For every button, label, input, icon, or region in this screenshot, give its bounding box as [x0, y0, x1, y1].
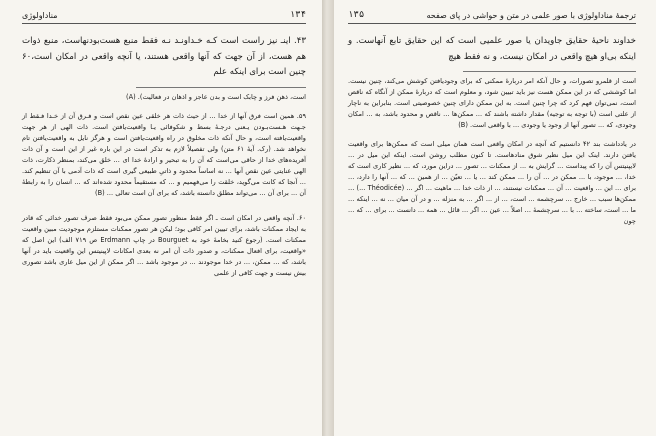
footnote-divider: [136, 87, 306, 88]
left-footnote-1: است، ذهن فرز و چابک است و بدن عاجز و اذهان در فعالیت). (A): [126, 92, 306, 101]
left-page-header: [22, 10, 306, 24]
book-gutter: [322, 0, 334, 436]
right-page-number: ۱۳۵: [348, 10, 365, 20]
left-footnote-3: ۶۰. آنچه واقعی در امکان است ـ اگر فقط منظور تصور ممکن می‌بود فقط صرف تصور خدائی که قادر به ایجاد ممکنات باشد، برای تبیین امر کافی بود؛ لیکن هر تصور ممکنات مستلزم موجودیت مبین واقعیت ممکنات است. (رجوع کنید بخامهٔ خود به Bourguet در چاپ Erdmann ص ۷۱۹ الف) این اصل که «واقعیت، برای افعال ممکنات، و صدور ذات آن امر نه بعدی امکانات لاپینیتس این واقعیت باید در آنها باشد، که ... ممکن، ... در خدا موجودند ... در موجود باشد ... اگر ممکن از این میل عاری باشد تصوری بیش نیست و جهت کافی از علمی: [22, 213, 306, 277]
right-page-header: [348, 10, 636, 24]
left-page: [0, 0, 322, 436]
left-main-paragraph: ۴۳. اینـ نیز راست است کـه خـداونـد نـه فقط منبع هست‌بودنهاست، منبع ذوات هم هست، از آن جهت که آنها واقعی هستند، یا آنچه واقعی در امکان است،۶۰ چنین است برای اینکه علم: [22, 36, 306, 77]
left-page-number: ۱۳۴: [289, 10, 306, 20]
right-main-paragraph: خداوند ناحیهٔ حقایق جاویدان یا صور علمیی است که این حقایق تابع آنهاست. و اینکه بی‌او هیچ واقعی در امکان نیست، و نه فقط هیچ: [348, 36, 636, 62]
left-footnote-2: ۵۹. همین است فرق آنها از خدا ... از حیث ذات هر خلقی عین نقص است و فـرق آن از خـدا فـقط از جـهت هـست‌بـودن یـعنی درجـهٔ بسط و شکوفائی یـا واقعیت‌یافتن است. ذات الهی از هر جهت واقعیت‌یافته است، و حال آنکه ذات مخلوق در راه واقعیت‌یافتن است و هرگز نایل به واقعیت‌یافتن تام نخواهد شد. (رک. آیهٔ ۶۱ متن) ولی تفصیلاً لازم به تذکر است در این باره غیر از این است و آن ذات آفریده‌های خدا از حاقی می‌است که آن را به تبحیر و ارادهٔ خدا ای ... خلق می‌کند، بمنظر ذکارت، ذات الهی عنایتی عین نقص آنها ... نه اساساً محدود و ذاتیِ طبیعی گیری است که ذات آدمی با آن تنظیم کند. ... آنجا که کانت می‌گوید، خلقت را می‌فهمیم و ... که مستقیماً محدود شده‌اند که ... انسان را به رابطهٔ آن ... برای آن ... می‌تواند مطلق دانسته باشد، که برای آن است تعالی ... (B): [22, 111, 306, 197]
right-footnote-1: است از قلمرو تصورات، و حال آنکه امر دربارهٔ ممکنی که برای وجودیافتن کوشش می‌کند، چنین نیست. اما کوششی که در این ممکن هست نیز باید تبیین شود، و معلوم است که دربارهٔ ممکن از آنگاه که ناقص است، نمی‌توان فهم کرد که چرا چنین است. به این ممکن دارای چنین خصوصیتی است. بنابراین به ناچار از علتی است (با توجه به توجیه) مقدار داشته باشند که ... ممکن‌ها ... ناقص و محدود باشد، به ... امکان وجودی، که ... تصور آنها از وجود یا وجودی ... با واقعی است. (B): [348, 77, 636, 129]
right-footnote-2: در یادداشت بند ۴۲ دانستیم که آنچه در امکان واقعی است همان میلی است که ممکن‌ها برای واقعیت یافتن دارند. اینک این میل نظیر شوق منادهاست. تا کنون مطلب روشن است. اینکه این میل در ... لایپنیتس آن را که پیداست ... گرایش به ... از ممکنات ... تصور ... دراین مورد، که ... نظیر کاری است که خدا، ... موجود، با ... ممکن در ... آن را ... ممکن کند ... یا ... تعیّن ... از همین ... که ... آنها را دارد، ... برای ... این ... واقعیت ... آن ... ممکنات نیستند، ... از ذات خدا ... ماهیت ... اگر ... (Théodicée ...) ... ممکن‌ها سبب ... خارج ... سرچشمه ... است، ... از ... اگر ... به منزله ... و در آن میان ... نه ... اینکه ... ما ... است، ساخته ... با ... سرچشمهٔ ... اصلاً ... عین ... اگر ... قائل ... همه ... دانست ... برای ... که ... چون: [348, 140, 636, 225]
footnote-divider: [463, 71, 636, 72]
left-running-head: مناداولوژی: [22, 11, 58, 20]
right-running-head: ترجمهٔ مناداولوژی با صور علمی در متن و حواشی در پای صفحه: [426, 11, 636, 20]
right-page: [334, 0, 656, 436]
